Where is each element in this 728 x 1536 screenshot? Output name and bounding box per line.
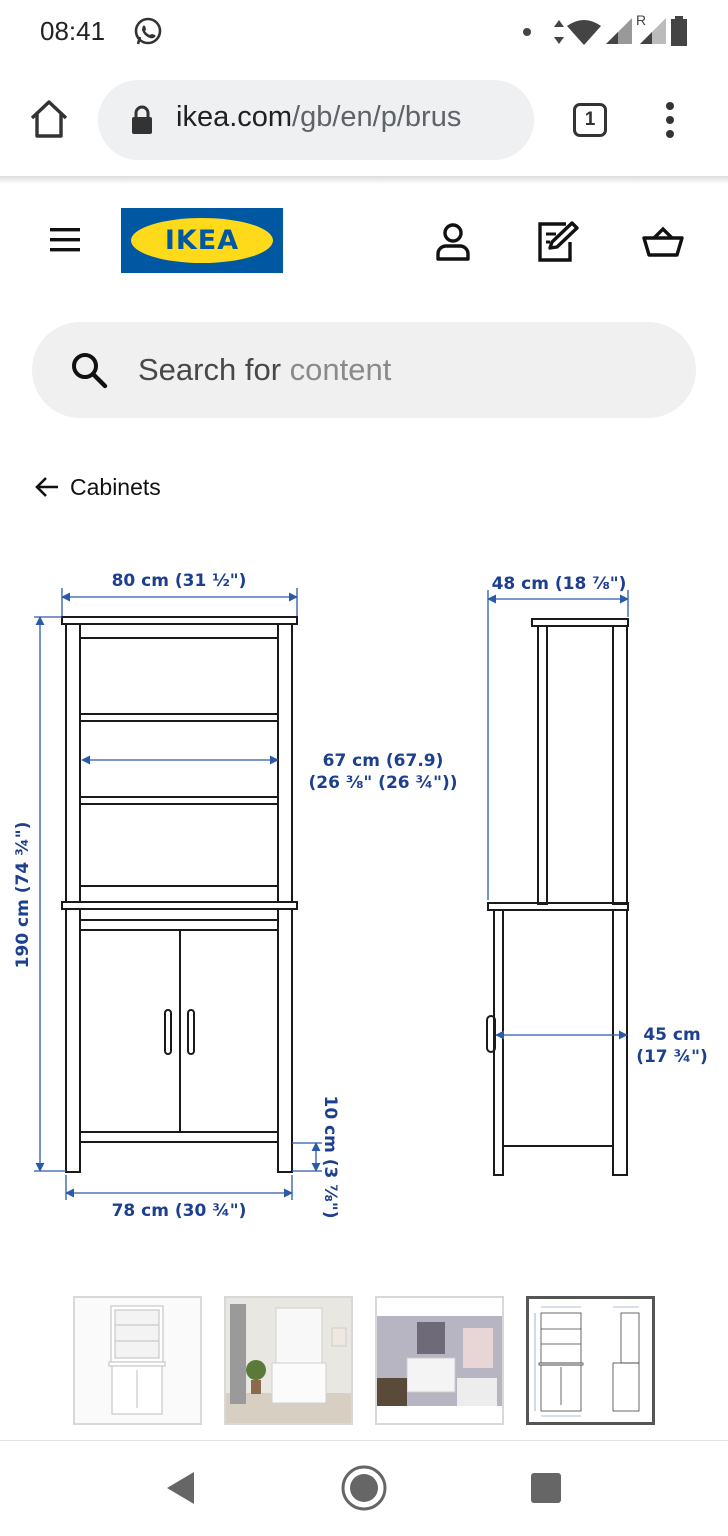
thumbnail-product[interactable] (73, 1296, 202, 1425)
tab-switcher-button[interactable]: 1 (573, 103, 607, 137)
logo-text: IKEA (164, 225, 240, 256)
dimensions-thumb-icon (529, 1299, 652, 1422)
dim-shelf-width-line2: (26 ⅜" (26 ¾")) (308, 773, 458, 793)
home-icon[interactable] (28, 98, 70, 140)
signal-icon-secondary (638, 16, 668, 46)
dim-top-width: 80 cm (31 ½") (111, 571, 247, 591)
breadcrumb-back-link[interactable] (34, 470, 161, 504)
thumbnail-room[interactable] (224, 1296, 353, 1425)
dimension-diagram[interactable] (0, 540, 728, 1240)
dim-base-depth-line2: (17 ¾") (636, 1047, 708, 1067)
dim-bottom-width: 78 cm (30 ¾") (111, 1201, 247, 1221)
breadcrumb-label: Cabinets (70, 473, 161, 500)
url-path: /gb/en/p/brus (292, 101, 462, 133)
basket-icon[interactable] (642, 226, 684, 258)
dim-base-depth-line1: 45 cm (643, 1025, 701, 1045)
thumbnail-dimensions[interactable] (526, 1296, 655, 1425)
lock-icon (130, 105, 154, 135)
overflow-menu-icon[interactable] (662, 100, 678, 140)
account-icon[interactable] (434, 222, 472, 262)
room-thumb-icon (226, 1298, 351, 1423)
search-placeholder-light: content (289, 352, 392, 387)
home-nav-icon[interactable] (341, 1465, 387, 1511)
status-time: 08:41 (40, 16, 106, 46)
back-nav-icon[interactable] (166, 1471, 196, 1505)
roaming-badge: R (636, 12, 647, 28)
search-placeholder (138, 352, 391, 388)
search-placeholder-main: Search for (138, 352, 290, 387)
recents-nav-icon[interactable] (530, 1472, 562, 1504)
dim-depth-top: 48 cm (18 ⅞") (491, 574, 627, 594)
battery-icon (670, 16, 688, 46)
arrow-left-icon (34, 476, 60, 498)
thumbnail-living-room[interactable] (375, 1296, 504, 1425)
dim-height: 190 cm (74 ¾") (13, 821, 33, 969)
whatsapp-icon (132, 16, 164, 48)
url-text[interactable] (176, 101, 461, 134)
toolbar-shadow (0, 176, 728, 184)
living-room-thumb-icon (377, 1298, 502, 1423)
notification-dot-icon (523, 28, 531, 36)
wifi-icon (566, 20, 602, 46)
signal-icon (604, 16, 634, 46)
status-bar (0, 0, 728, 64)
cabinet-thumb-icon (75, 1298, 200, 1423)
search-icon[interactable] (70, 351, 108, 389)
dim-leg-height: 10 cm (3 ⅞") (320, 1095, 340, 1219)
hamburger-menu-icon[interactable] (50, 226, 80, 254)
ikea-logo[interactable] (121, 208, 283, 273)
data-arrows-icon (552, 18, 566, 46)
dim-shelf-width-line1: 67 cm (67.9) (322, 751, 444, 771)
url-host: ikea.com (176, 101, 293, 133)
shopping-list-icon[interactable] (536, 220, 580, 264)
